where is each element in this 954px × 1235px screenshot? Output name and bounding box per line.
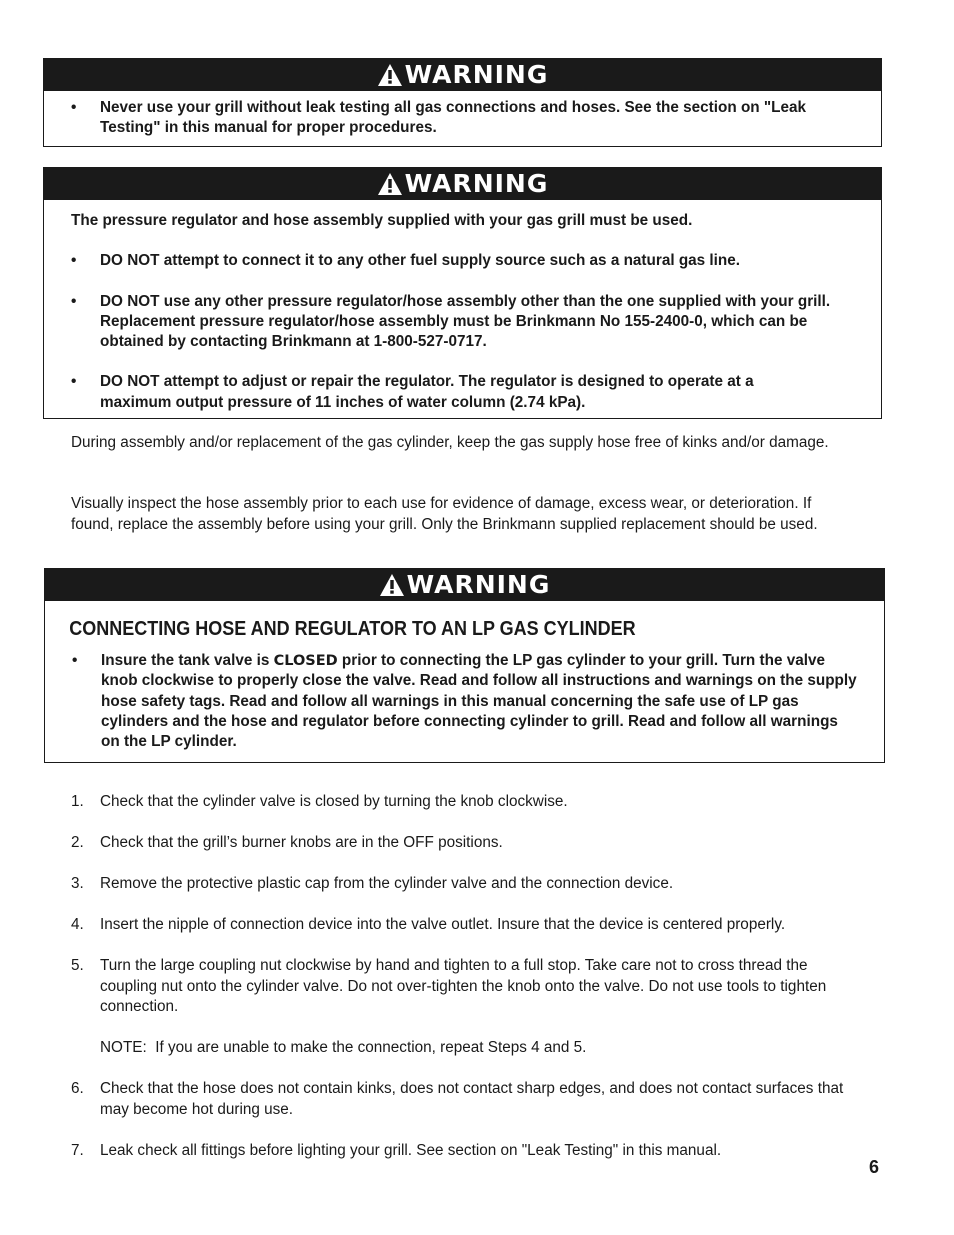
warning-bullet (45, 651, 884, 752)
warning-triangle-icon (377, 63, 403, 87)
bullet-symbol: • (72, 652, 78, 669)
step-number: 4. (71, 916, 84, 933)
step-number: 1. (71, 793, 84, 810)
warning-box-3 (44, 568, 885, 763)
warning-bullet (44, 372, 881, 413)
warning-bullet-text: DO NOT attempt to connect it to any other fuel supply source such as a natural gas line. (100, 252, 741, 270)
step-item (71, 956, 861, 1059)
bullet-symbol: • (71, 252, 77, 270)
warning-bullet-text-after: prior to connecting the LP gas cylinder to your grill. Turn the valve knob clockwise to properly close the valve. Read and follow all instructions and warnings on the supply hose safety tags. Read and follow all warnings in this manual concerning the safe use of LP gas cylinders and the hose and regulator before connecting cylinder to grill. Read and follow all warnings on the LP cylinder. (101, 652, 857, 751)
section-heading: CONNECTING HOSE AND REGULATOR TO AN LP GAS CYLINDER (69, 618, 636, 640)
warning-bullet (44, 292, 881, 353)
warning-title: WARNING (406, 570, 551, 599)
warning-bullet-text: DO NOT attempt to adjust or repair the regulator. The regulator is designed to operate at a maximum output pressure of 11 inches of water column (2.74 kPa). (100, 373, 754, 411)
closed-emphasis: CLOSED (273, 653, 338, 669)
warning-header (44, 168, 881, 200)
step-text: Remove the protective plastic cap from the cylinder valve and the connection device. (100, 875, 674, 892)
step-item (71, 1079, 861, 1120)
step-text: Turn the large coupling nut clockwise by hand and tighten to a full stop. Take care not to cross thread the coupling nut onto the cylinder valve. Do not over-tighten the knob onto the valve. Do not use tools to tighten connection. (100, 957, 827, 1015)
page-number: 6 (869, 1157, 880, 1177)
step-number: 3. (71, 875, 84, 892)
warning-intro: The pressure regulator and hose assembly supplied with your gas grill must be used. (71, 212, 693, 229)
bullet-symbol: • (71, 373, 77, 391)
step-text: Insert the nipple of connection device into the valve outlet. Insure that the device is centered properly. (100, 916, 786, 933)
bullet-symbol: • (71, 99, 77, 116)
warning-bullet (44, 98, 881, 139)
step-item (71, 792, 861, 813)
step-item (71, 1141, 861, 1162)
step-item (71, 874, 861, 895)
step-number: 5. (71, 957, 84, 974)
warning-triangle-icon (379, 573, 405, 597)
warning-header (44, 59, 881, 91)
bullet-symbol: • (71, 292, 77, 310)
warning-title: WARNING (404, 60, 549, 89)
paragraph: Visually inspect the hose assembly prior to each use for evidence of damage, excess wear, or deterioration. If found, replace the assembly before using your grill. Only the Brinkmann supplied replacement should be used. (71, 495, 818, 533)
warning-title: WARNING (404, 169, 549, 198)
warning-bullet-text-before: Insure the tank valve is (101, 652, 274, 669)
warning-box-2 (43, 167, 882, 419)
paragraph: During assembly and/or replacement of the gas cylinder, keep the gas supply hose free of kinks and/or damage. (71, 434, 829, 451)
step-note: NOTE: If you are unable to make the connection, repeat Steps 4 and 5. (100, 1039, 587, 1056)
step-item (71, 833, 861, 854)
warning-bullet-text: Never use your grill without leak testing all gas connections and hoses. See the section on "Leak Testing" in this manual for proper procedures. (100, 99, 806, 137)
steps-list (71, 792, 861, 1182)
step-item (71, 915, 861, 936)
warning-bullet (44, 251, 881, 271)
step-number: 7. (71, 1141, 84, 1159)
warning-bullet-text: DO NOT use any other pressure regulator/hose assembly other than the one supplied with your grill. Replacement pressure regulator/hose assembly must be Brinkmann No 155-2400-0, which can be obtained by contacting Brinkmann at 1-800-527-0717. (100, 292, 831, 351)
step-text: Check that the grill’s burner knobs are in the OFF positions. (100, 834, 503, 851)
warning-triangle-icon (377, 172, 403, 196)
step-text: Leak check all fittings before lighting your grill. See section on "Leak Testing" in this manual. (100, 1141, 722, 1159)
step-text: Check that the hose does not contain kinks, does not contact sharp edges, and does not contact surfaces that may become hot during use. (100, 1080, 844, 1118)
step-text: Check that the cylinder valve is closed by turning the knob clockwise. (100, 793, 568, 810)
step-number: 2. (71, 834, 84, 851)
warning-header (45, 569, 884, 601)
step-number: 6. (71, 1080, 84, 1097)
warning-box-1 (43, 58, 882, 147)
